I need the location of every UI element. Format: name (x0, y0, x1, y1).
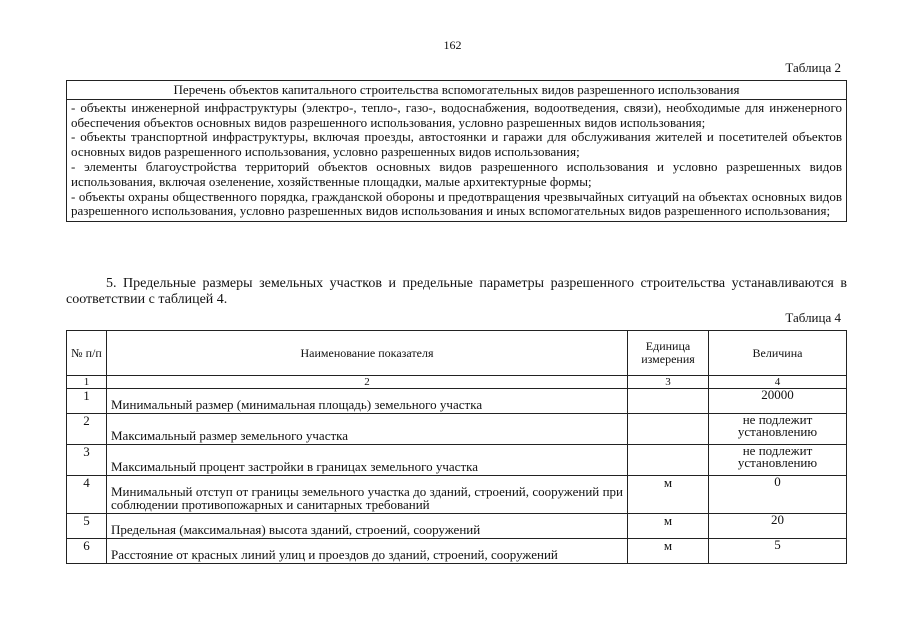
table-2 (66, 80, 847, 222)
row-number: 1 (67, 389, 107, 414)
table-2-body (67, 99, 847, 221)
row-value: 5 (709, 539, 847, 564)
row-unit (628, 414, 709, 445)
column-number: 4 (709, 376, 847, 389)
row-number: 5 (67, 514, 107, 539)
table-2-body-row (67, 99, 847, 221)
row-value: 20000 (709, 389, 847, 414)
row-unit: м (628, 539, 709, 564)
row-indicator: Максимальный размер земельного участка (107, 414, 628, 445)
header-unit: Единица измерения (628, 331, 709, 376)
row-unit (628, 445, 709, 476)
table-2-header-row (67, 81, 847, 100)
row-indicator: Минимальный отступ от границы земельного участка до зданий, строений, сооружений при соблюдении противопожарных и санитарных требований (107, 476, 628, 514)
table-2-header: Перечень объектов капитального строительства вспомогательных видов разрешенного использования (67, 81, 847, 100)
table-4-column-numbers-row (67, 376, 847, 389)
list-item: - объекты инженерной инфраструктуры (электро-, тепло-, газо-, водоснабжения, водоотведения, связи), необходимые для инженерного обеспечения объектов основных видов разрешенного использования, условно разрешенных видов использования; (71, 99, 842, 130)
column-number: 1 (67, 376, 107, 389)
table-row (67, 476, 847, 514)
list-item: - объекты охраны общественного порядка, гражданской обороны и предотвращения чрезвычайных ситуаций на объектах основных видов разрешенного использования, условно разрешенных видов использования и иных вспомогательных видов разрешенного использования; (71, 188, 842, 219)
table-row (67, 539, 847, 564)
row-number: 3 (67, 445, 107, 476)
table-4-header-row (67, 331, 847, 376)
row-value: не подлежит установлению (709, 445, 847, 476)
page-number: 162 (443, 38, 462, 52)
column-number: 3 (628, 376, 709, 389)
table-row (67, 389, 847, 414)
paragraph-5 (66, 276, 847, 308)
list-item: - объекты транспортной инфраструктуры, включая проезды, автостоянки и гаражи для обслуживания жителей и посетителей объектов основных видов разрешенного использования, условно разрешенных видов использования; (71, 129, 842, 160)
table-row (67, 414, 847, 445)
row-indicator: Расстояние от красных линий улиц и проездов до зданий, строений, сооружений (107, 539, 628, 564)
list-item: - элементы благоустройства территорий объектов основных видов разрешенного использования и условно разрешенных видов использования, включая озеленение, хозяйственные площадки, малые архитектурные формы; (71, 158, 842, 189)
table-row (67, 445, 847, 476)
table-4-caption: Таблица 4 (785, 310, 841, 325)
row-indicator: Максимальный процент застройки в границах земельного участка (107, 445, 628, 476)
header-value: Величина (709, 331, 847, 376)
row-unit (628, 389, 709, 414)
row-value: не подлежит установлению (709, 414, 847, 445)
paragraph-text: 5. Предельные размеры земельных участков и предельные параметры разрешенного строительства устанавливаются в соответствии с таблицей 4. (66, 276, 847, 307)
row-value: 20 (709, 514, 847, 539)
row-indicator: Минимальный размер (минимальная площадь) земельного участка (107, 389, 628, 414)
column-number: 2 (107, 376, 628, 389)
row-unit: м (628, 514, 709, 539)
table-2-caption: Таблица 2 (785, 60, 841, 75)
row-number: 4 (67, 476, 107, 514)
row-value: 0 (709, 476, 847, 514)
header-number: № п/п (67, 331, 107, 376)
row-unit: м (628, 476, 709, 514)
row-number: 2 (67, 414, 107, 445)
table-row (67, 514, 847, 539)
row-number: 6 (67, 539, 107, 564)
header-indicator-name: Наименование показателя (107, 331, 628, 376)
row-indicator: Предельная (максимальная) высота зданий, строений, сооружений (107, 514, 628, 539)
table-4 (66, 330, 847, 564)
